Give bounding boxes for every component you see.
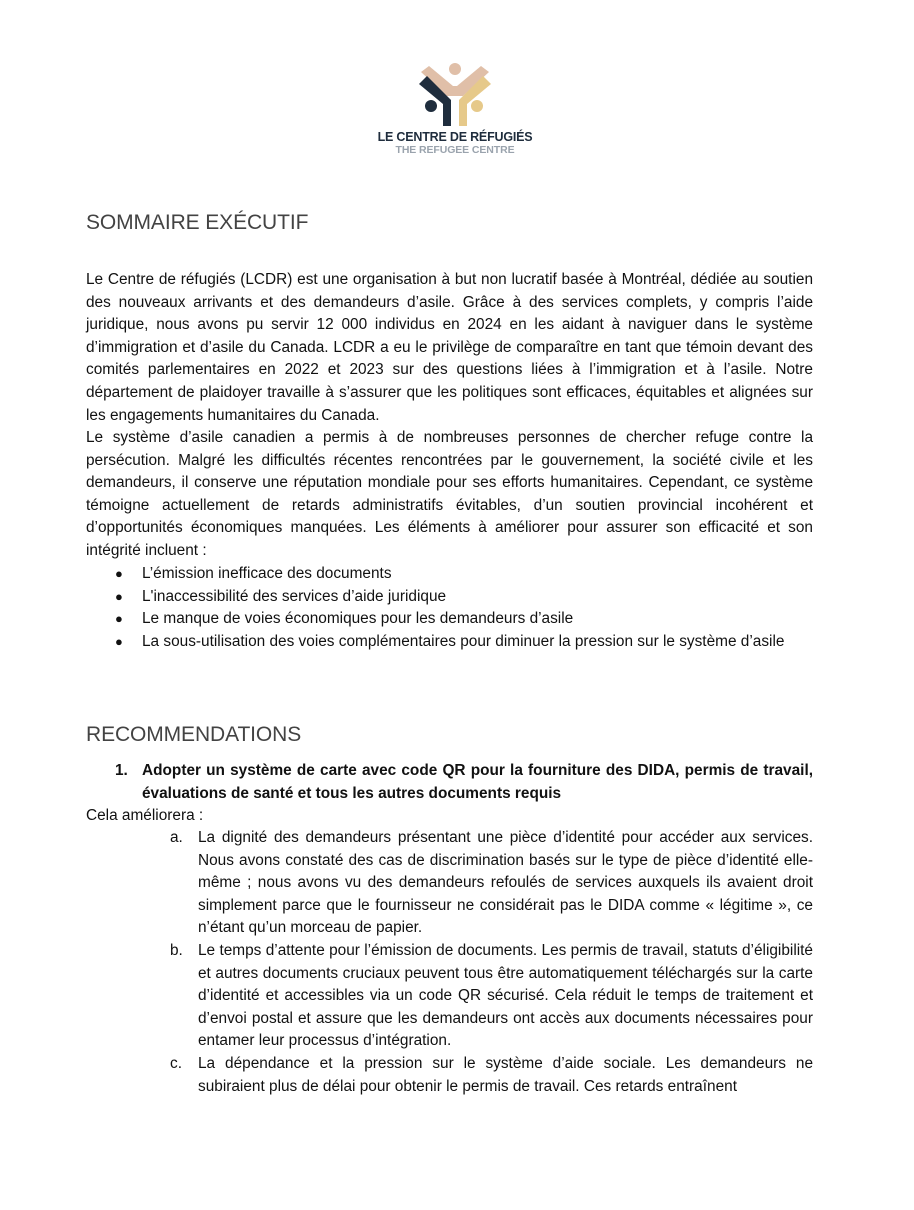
bullet-icon: ● xyxy=(115,633,123,649)
list-letter: a. xyxy=(170,829,183,846)
organization-logo xyxy=(360,62,550,156)
list-item: ● Le manque de voies économiques pour les demandeurs d’asile xyxy=(86,608,813,631)
recommendation-title: 1. Adopter un système de carte avec code QR pour la fourniture des DIDA, permis de travail, évaluations de santé et tous les autres documents requis xyxy=(115,762,813,802)
list-item: c. La dépendance et la pression sur le système d’aide sociale. Les demandeurs ne subiraient plus de délai pour obtenir le permis de travail. Ces retards entraînent xyxy=(170,1054,813,1095)
logo-name-english: THE REFUGEE CENTRE xyxy=(395,144,515,156)
summary-heading: SOMMAIRE EXÉCUTIF xyxy=(86,211,309,234)
improvements-list xyxy=(86,827,813,1098)
bullet-icon: ● xyxy=(115,566,123,581)
bullet-icon: ● xyxy=(115,588,123,604)
summary-paragraph-2: Le système d’asile canadien a permis à de nombreuses personnes de chercher refuge contre la persécution. Malgré les difficultés récentes rencontrées par le gouvernement, la société civile et les demandeurs, il conserve une réputation mondiale pour ses efforts humanitaires. Cependant, ce système témoigne actuellement de retards administratifs évitables, d’un soutien provincial incohérent et d’opportunités économiques manquées. Les éléments à améliorer pour assurer son efficacité et son intégrité incluent : xyxy=(86,429,813,559)
people-embrace-logo-icon xyxy=(417,62,493,128)
logo-name-french: LE CENTRE DE RÉFUGIÉS xyxy=(377,130,533,144)
bullet-icon: ● xyxy=(115,611,123,627)
recommendations-heading: RECOMMENDATIONS xyxy=(86,723,302,746)
summary-paragraph-1: Le Centre de réfugiés (LCDR) est une organisation à but non lucratif basée à Montréal, dédiée au soutien des nouveaux arrivants et des demandeurs d’asile. Grâce à des services complets, y compris l’aide juridique, nous avons pu servir 12 000 individus en 2024 en les aidant à naviguer dans le système d’immigration et d’asile du Canada. LCDR a eu le privilège de comparaître en tant que témoin devant des comités parlementaires en 2022 et 2023 sur des questions liées à l’immigration et à l’asile. Notre département de plaidoyer travaille à s’assurer que les politiques sont efficaces, équitables et alignées sur les engagements humanitaires du Canada. xyxy=(86,271,813,424)
list-item: b. Le temps d’attente pour l’émission de documents. Les permis de travail, statuts d’éligibilité et autres documents cruciaux peuvent tous être automatiquement téléchargés sur la carte d’identité et accessibles via un code QR sécurisé. Cela réduit le temps de traitement et d’envoi postal et assure que les demandeurs ont accès aux documents nécessaires pour entamer leur processus d’intégration. xyxy=(170,941,813,1050)
list-item: a. La dignité des demandeurs présentant une pièce d’identité pour accéder aux services. Nous avons constaté des cas de discrimination basés sur le type de pièce d’identité elle-même ; nous avons vu des demandeurs refoulés de services auxquels ils avaient droit simplement parce que le fournisseur ne considérait pas le DIDA comme « légitime », ce n’étant qu’un morceau de papier. xyxy=(170,829,813,937)
list-letter: c. xyxy=(170,1054,182,1072)
recommendation-number: 1. xyxy=(115,762,128,779)
list-item: ● L’émission inefficace des documents xyxy=(86,563,813,586)
list-item: ● La sous-utilisation des voies complémentaires pour diminuer la pression sur le système d’asile xyxy=(86,631,813,654)
list-item: ● L'inaccessibilité des services d’aide juridique xyxy=(86,586,813,609)
issues-bullet-list xyxy=(86,563,813,653)
list-letter: b. xyxy=(170,941,183,959)
recommendation-intro: Cela améliorera : xyxy=(86,807,204,824)
